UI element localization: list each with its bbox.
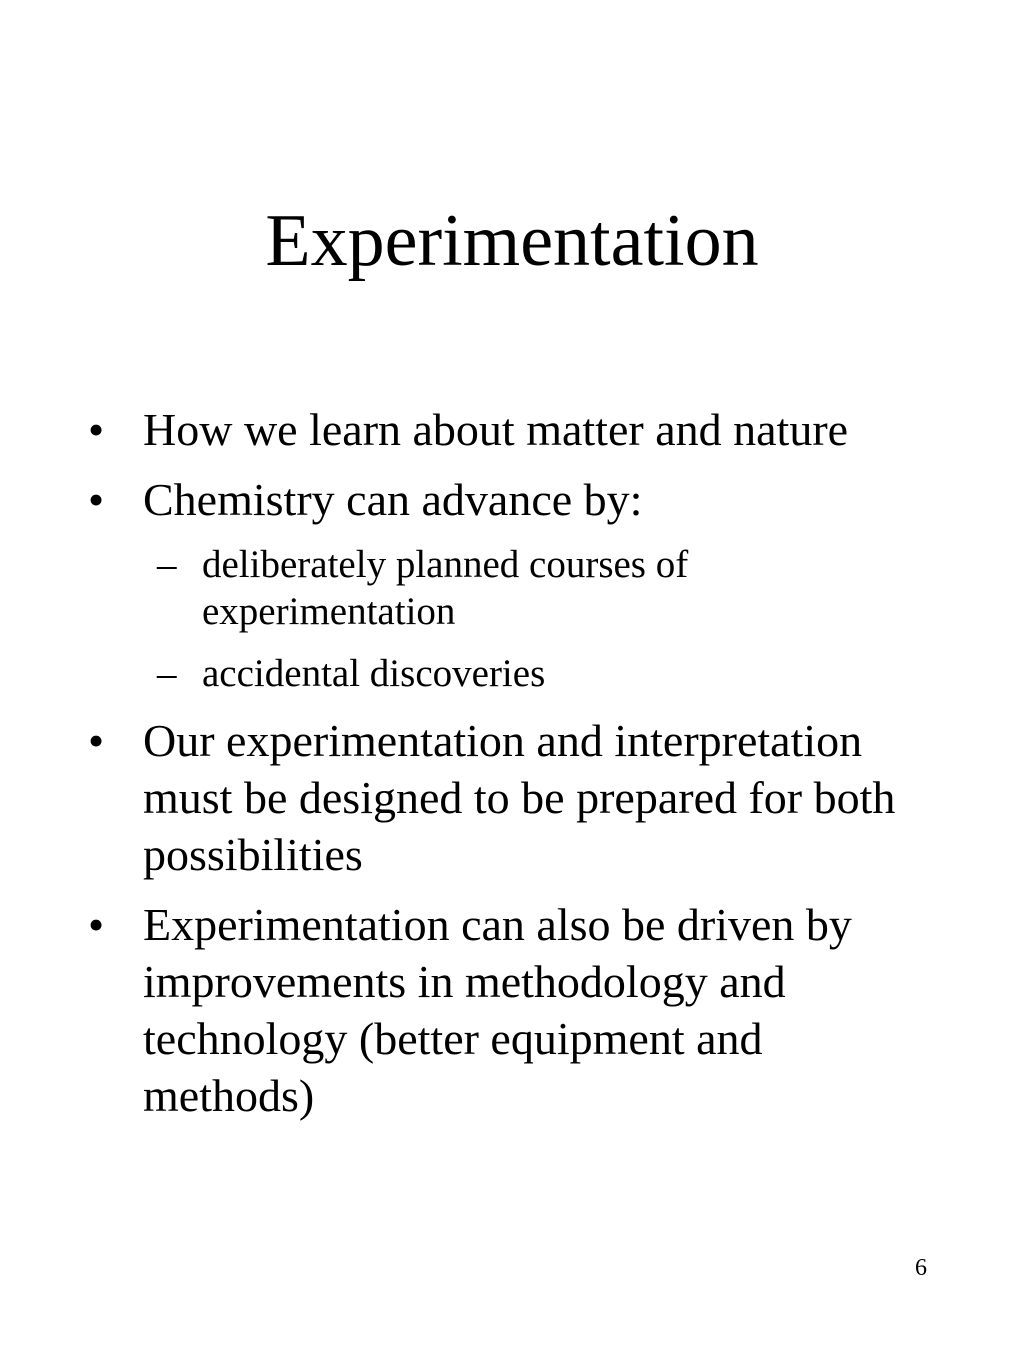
sub-bullet-text: accidental discoveries: [202, 652, 546, 695]
bullet-text: How we learn about matter and nature: [143, 404, 849, 455]
sub-bullet-item: [0, 650, 782, 697]
bullet-text: Experimentation can also be driven by improvements in methodology and technology (better equipment and methods): [143, 899, 852, 1121]
bullet-item: [0, 896, 933, 1124]
sub-bullet-marker: –: [157, 652, 177, 695]
bullet-text: Chemistry can advance by:: [143, 474, 643, 525]
bullet-marker: •: [88, 474, 105, 525]
sub-bullet-text: deliberately planned courses of experimentation: [202, 543, 689, 633]
bullet-marker: •: [88, 899, 105, 950]
sub-bullet-marker: –: [157, 543, 177, 586]
bullet-item: [0, 471, 933, 528]
bullet-item: [0, 401, 933, 458]
bullet-text: Our experimentation and interpretation must be designed to be prepared for both possibilities: [143, 715, 896, 880]
bullet-item: [0, 712, 933, 883]
sub-bullet-item: [0, 541, 782, 635]
bullet-marker: •: [88, 715, 105, 766]
bullet-marker: •: [88, 404, 105, 455]
slide-content: [0, 401, 1024, 1137]
slide-title: Experimentation: [265, 200, 759, 282]
slide-number: 6: [915, 1255, 927, 1281]
